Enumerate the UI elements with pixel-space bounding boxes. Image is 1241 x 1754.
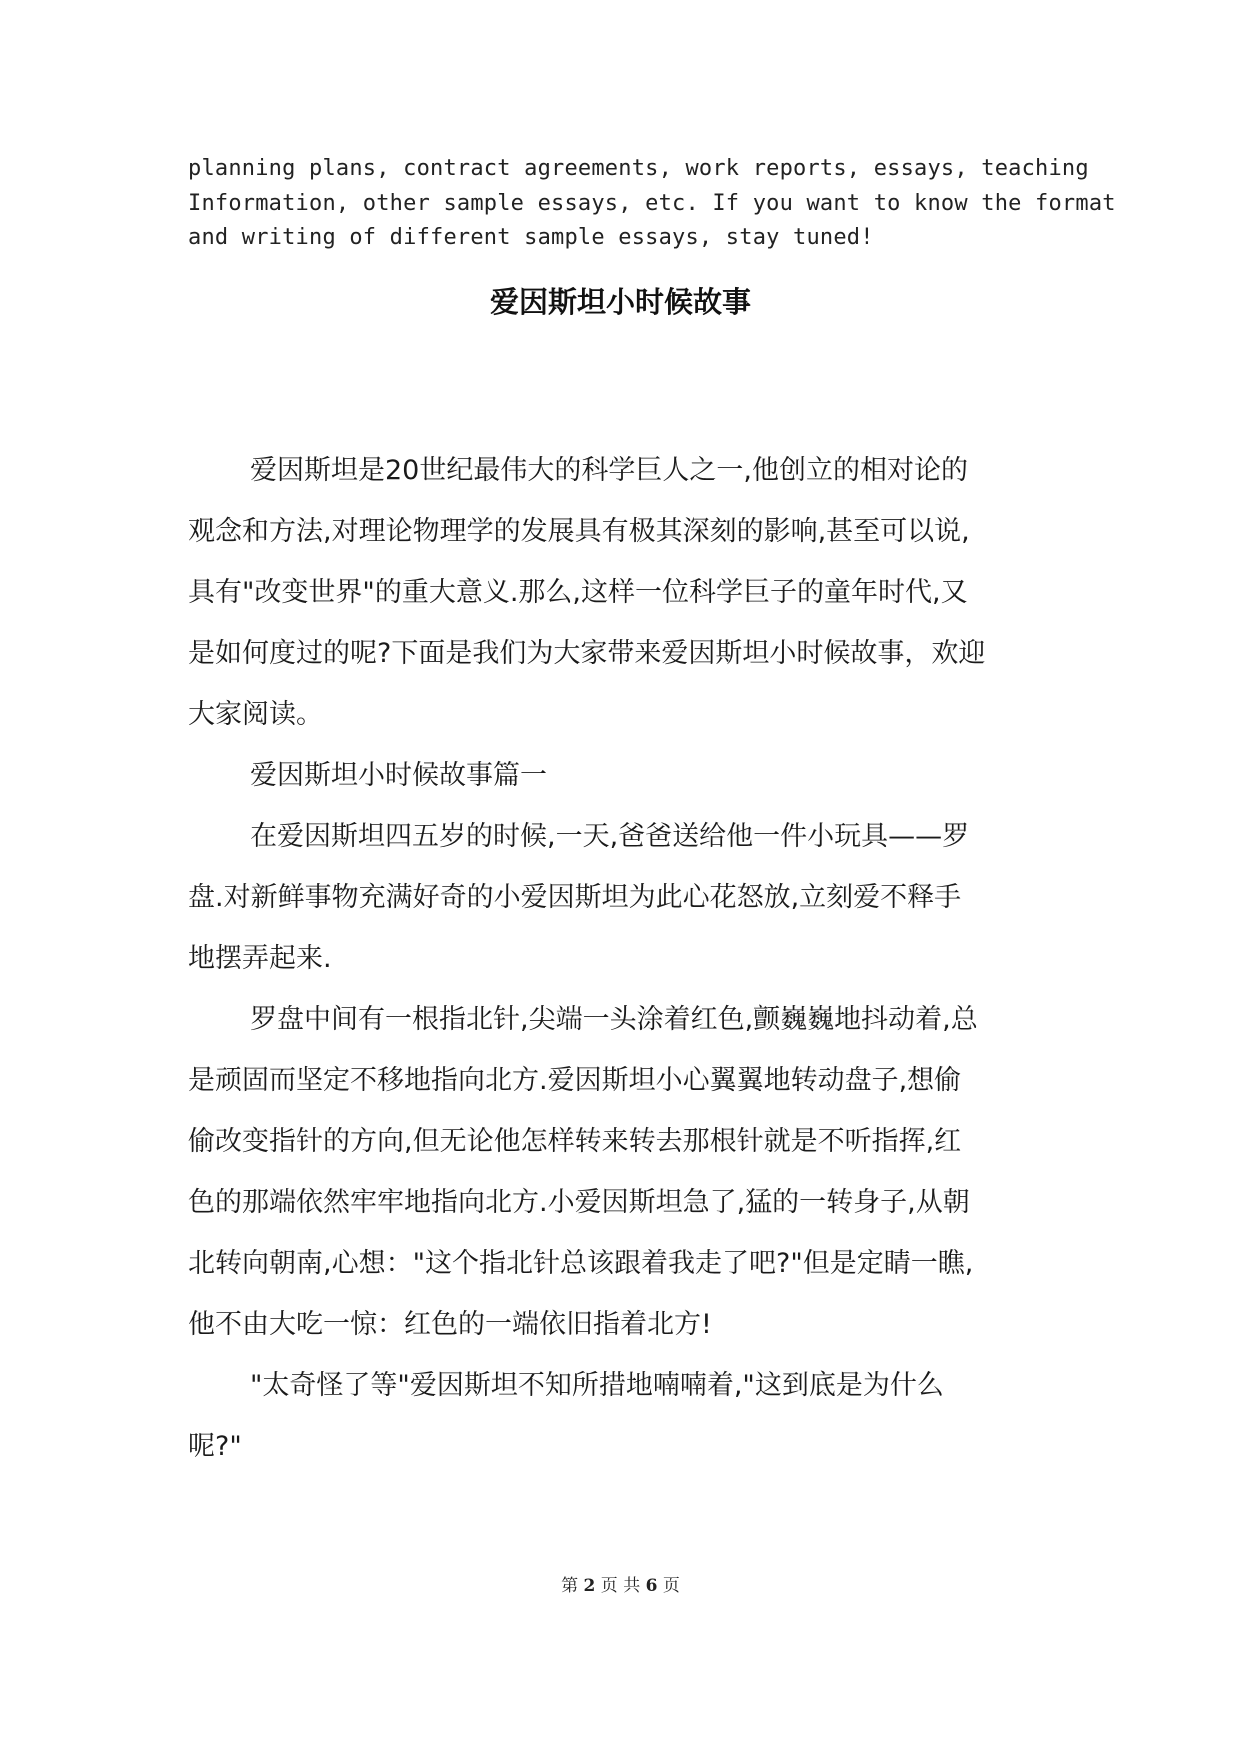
section-heading: 爱因斯坦小时候故事篇一 [250,760,547,791]
paragraph-line: 具有"改变世界"的重大意义.那么,这样一位科学巨子的童年时代,又 [188,577,968,608]
paragraph-line: 呢?" [188,1431,242,1462]
paragraph-line: 大家阅读。 [188,699,323,730]
paragraph-line: 盘.对新鲜事物充满好奇的小爱因斯坦为此心花怒放,立刻爱不释手 [188,882,962,913]
intro-text-block [188,152,1116,256]
paragraph-line: "太奇怪了等"爱因斯坦不知所措地喃喃着,"这到底是为什么 [250,1370,944,1401]
footer-prefix: 第 [561,1576,579,1596]
paragraph-line: 色的那端依然牢牢地指向北方.小爱因斯坦急了,猛的一转身子,从朝 [188,1187,970,1218]
paragraph-line: 他不由大吃一惊：红色的一端依旧指着北方! [188,1309,712,1340]
total-pages-number: 6 [645,1576,658,1596]
page-footer [0,1574,1241,1598]
paragraph-line: 爱因斯坦是20世纪最伟大的科学巨人之一,他创立的相对论的 [250,455,968,486]
paragraph-line: 罗盘中间有一根指北针,尖端一头涂着红色,颤巍巍地抖动着,总 [250,1004,978,1035]
footer-suffix: 页 [662,1576,680,1596]
paragraph-line: 地摆弄起来. [188,943,332,974]
intro-line: Information, other sample essays, etc. If you want to know the format [188,190,1116,216]
intro-line: and writing of different sample essays, stay tuned! [188,225,874,250]
paragraph-line: 在爱因斯坦四五岁的时候,一天,爸爸送给他一件小玩具——罗 [250,821,970,852]
intro-line: planning plans, contract agreements, work reports, essays, teaching [188,156,1089,181]
document-title: 爱因斯坦小时候故事 [489,285,751,319]
paragraph-line: 是顽固而坚定不移地指向北方.爱因斯坦小心翼翼地转动盘子,想偷 [188,1065,962,1096]
paragraph-line: 北转向朝南,心想："这个指北针总该跟着我走了吧?"但是定睛一瞧, [188,1248,974,1279]
current-page-number: 2 [583,1576,596,1596]
paragraph-line: 偷改变指针的方向,但无论他怎样转来转去那根针就是不听指挥,红 [188,1126,962,1157]
article-body [188,440,1068,1477]
paragraph-line: 观念和方法,对理论物理学的发展具有极其深刻的影响,甚至可以说, [188,516,970,547]
paragraph-line: 是如何度过的呢?下面是我们为大家带来爱因斯坦小时候故事，欢迎 [188,638,986,669]
footer-middle: 页 共 [600,1576,641,1596]
